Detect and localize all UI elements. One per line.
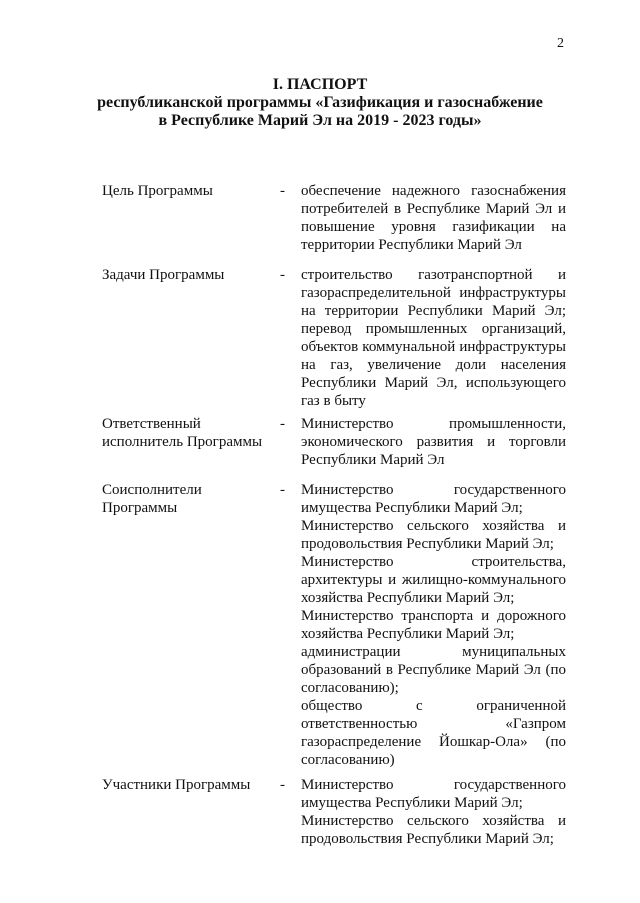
title-block [0,76,640,130]
row-value [301,182,566,266]
value-paragraph: обеспечение надежного газоснабжения потребителей в Республике Марий Эл и повышение уровня газификации на территории Республики Марий Эл [301,183,566,253]
passport-row-participants [102,776,566,848]
row-dash: - [280,267,285,283]
row-label: Цель Программы [102,183,213,199]
value-paragraph: Министерство строительства, архитектуры и жилищно-коммунального хозяйства Республики Марий Эл; [301,554,566,606]
passport-table [102,182,566,848]
passport-row-goal [102,182,566,266]
row-label: Соисполнители Программы [102,482,202,516]
passport-row-responsible [102,415,566,481]
value-paragraph: Министерство сельского хозяйства и продовольствия Республики Марий Эл; [301,813,566,847]
row-value [301,266,566,415]
document-subtitle-line-1: республиканской программы «Газификация и газоснабжение [97,94,543,111]
row-value [301,481,566,776]
document-subtitle-line-2: в Республике Марий Эл на 2019 - 2023 годы» [158,112,482,129]
value-paragraph: Министерство государственного имущества Республики Марий Эл; [301,482,566,516]
passport-row-tasks [102,266,566,415]
row-label: Участники Программы [102,777,251,793]
row-dash: - [280,482,285,498]
row-label: Задачи Программы [102,267,225,283]
value-paragraph: Министерство государственного имущества Республики Марий Эл; [301,777,566,811]
value-paragraph: Министерство промышленности, экономического развития и торговли Республики Марий Эл [301,416,566,468]
row-dash: - [280,416,285,432]
value-paragraph: Министерство транспорта и дорожного хозяйства Республики Марий Эл; [301,608,566,642]
document-heading: I. ПАСПОРТ [272,76,368,93]
value-paragraph: общество с ограниченной ответственностью «Газпром газораспределение Йошкар-Ола» (по согласованию) [301,698,566,768]
passport-row-co-executors [102,481,566,776]
value-paragraph: строительство газотранспортной и газораспределительной инфраструктуры на территории Республики Марий Эл; перевод промышленных организаций, объектов коммунальной инфраструктуры на газ, увеличение доли населения Республики Марий Эл, использующего газ в быту [301,267,566,409]
row-dash: - [280,777,285,793]
value-paragraph: Министерство сельского хозяйства и продовольствия Республики Марий Эл; [301,518,566,552]
row-label: Ответственный исполнитель Программы [102,416,263,450]
value-paragraph: администрации муниципальных образований в Республике Марий Эл (по согласованию); [301,644,566,696]
row-value [301,415,566,481]
row-value [301,776,566,848]
row-dash: - [280,183,285,199]
page-number: 2 [557,36,564,51]
